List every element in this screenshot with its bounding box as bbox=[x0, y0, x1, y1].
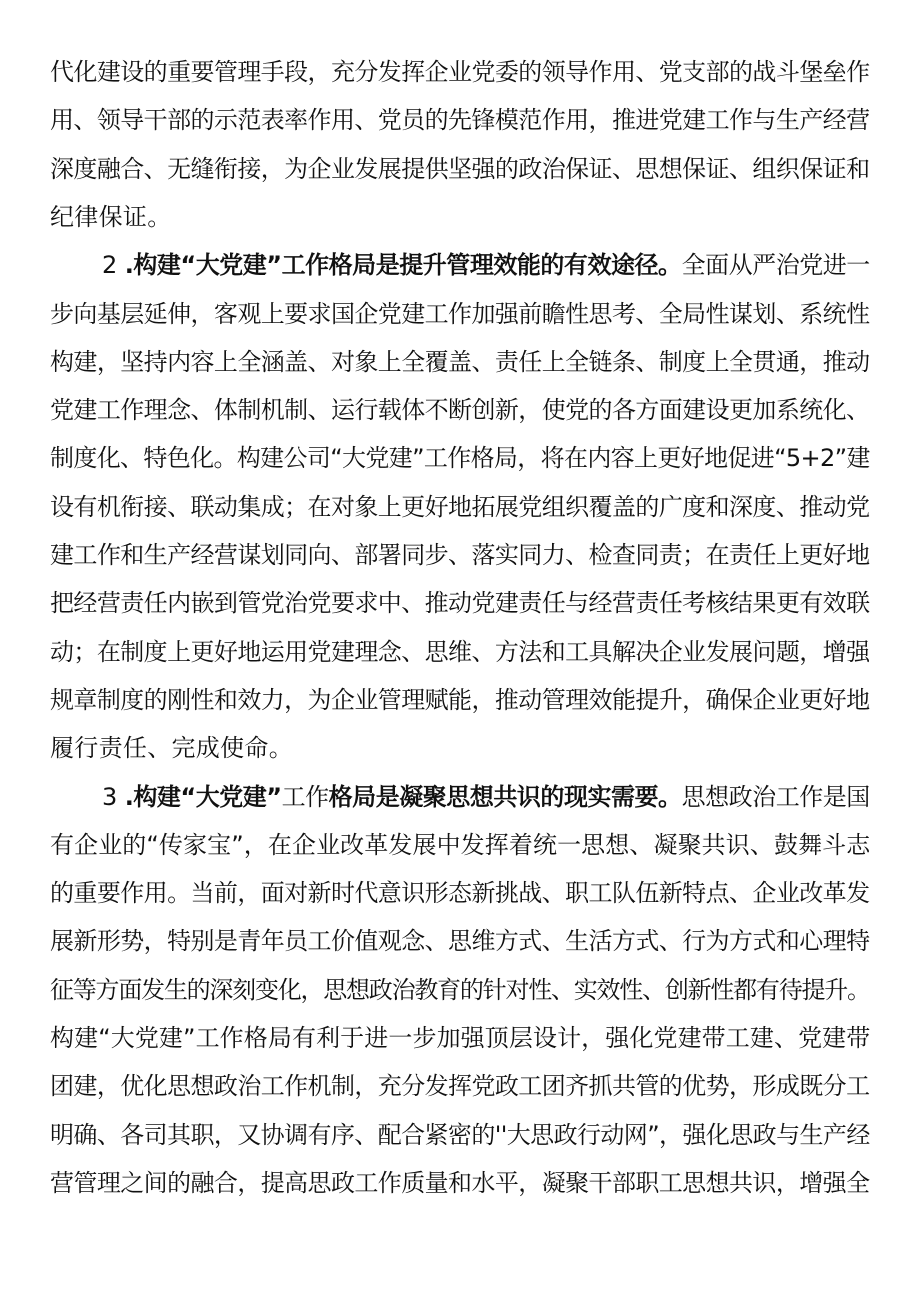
text-line bbox=[50, 1062, 870, 1110]
text-line bbox=[50, 531, 870, 579]
text-segment: 规章制度的刚性和效力，为企业管理赋能，推动管理效能提升，确保企业更好地 bbox=[50, 685, 870, 714]
text-segment: 构建“大党建”工作格局有利于进一步加强顶层设计，强化党建带工建、党建带 bbox=[50, 1024, 871, 1052]
text-line bbox=[50, 193, 172, 241]
text-segment: 深度融合、无缝衔接，为企业发展提供坚强的政治保证、思想保证、组织保证和 bbox=[50, 154, 870, 183]
bold-text-segment: .构建“大党建” bbox=[116, 782, 282, 811]
text-line bbox=[102, 773, 870, 821]
text-segment: 设有机衔接、联动集成；在对象上更好地拓展党组织覆盖的广度和深度、推动党 bbox=[50, 492, 870, 521]
text-segment: 建工作和生产经营谋划同向、部署同步、落实同力、检查同责；在责任上更好地 bbox=[50, 541, 870, 569]
text-line bbox=[50, 917, 870, 965]
text-segment: 制度化、特色化。构建公司“大党建”工作格局，将在内容上更好地促进“5+2”建 bbox=[50, 444, 870, 473]
text-line bbox=[50, 1159, 870, 1207]
text-segment: 步向基层延伸，客观上要求国企党建工作加强前瞻性思考、全局性谋划、系统性 bbox=[50, 299, 870, 328]
text-line bbox=[50, 676, 870, 724]
text-line bbox=[50, 579, 870, 627]
text-segment: 的重要作用。当前，面对新时代意识形态新挑战、职工队伍新特点、企业改革发 bbox=[50, 879, 870, 908]
text-segment: 团建，优化思想政治工作机制，充分发挥党政工团齐抓共管的优势，形成既分工 bbox=[50, 1072, 870, 1101]
text-segment: 2 bbox=[102, 251, 117, 280]
text-segment: 动；在制度上更好地运用党建理念、思维、方法和工具解决企业发展问题，增强 bbox=[50, 637, 870, 666]
text-line bbox=[50, 821, 870, 869]
text-line bbox=[50, 483, 870, 531]
text-line bbox=[50, 96, 870, 144]
text-line bbox=[50, 386, 870, 434]
text-segment: 用、领导干部的示范表率作用、党员的先锋模范作用，推进党建工作与生产经营 bbox=[50, 106, 870, 135]
text-line bbox=[50, 338, 870, 386]
text-segment: 工作 bbox=[281, 782, 329, 811]
text-line bbox=[50, 869, 870, 917]
text-line bbox=[50, 48, 870, 96]
text-segment: 明确、各司其职，又协调有序、配合紧密的''大思政行动网”，强化思政与生产经 bbox=[50, 1120, 870, 1149]
text-segment: 构建，坚持内容上全涵盖、对象上全覆盖、责任上全链条、制度上全贯通，推动 bbox=[50, 347, 870, 376]
text-segment: 党建工作理念、体制机制、运行载体不断创新，使党的各方面建设更加系统化、 bbox=[50, 396, 870, 425]
text-line bbox=[50, 145, 870, 193]
bold-text-segment: .构建“大党建”工作格局是提升管理效能的有效途径。 bbox=[116, 251, 682, 280]
bold-text-segment: 格局是凝聚思想共识的现实需要。 bbox=[328, 782, 682, 811]
text-segment: 展新形势，特别是青年员工价值观念、思维方式、生活方式、行为方式和心理特 bbox=[50, 927, 870, 956]
text-segment: 征等方面发生的深刻变化，思想政治教育的针对性、实效性、创新性都有待提升。 bbox=[50, 975, 870, 1004]
text-segment: 把经营责任内嵌到管党治党要求中、推动党建责任与经营责任考核结果更有效联 bbox=[50, 589, 870, 618]
text-line bbox=[50, 434, 870, 482]
text-segment: 履行责任、完成使命。 bbox=[50, 734, 293, 763]
text-segment: 3 bbox=[102, 782, 117, 811]
text-line bbox=[50, 966, 870, 1014]
text-segment: 代化建设的重要管理手段，充分发挥企业党委的领导作用、党支部的战斗堡垒作 bbox=[50, 58, 870, 86]
text-line bbox=[50, 724, 293, 772]
text-segment: 全面从严治党进一 bbox=[681, 251, 870, 280]
text-line bbox=[50, 628, 870, 676]
text-line bbox=[50, 1014, 870, 1062]
text-segment: 营管理之间的融合，提高思政工作质量和水平，凝聚干部职工思想共识，增强全 bbox=[50, 1168, 870, 1197]
text-line bbox=[50, 1111, 870, 1159]
text-line bbox=[50, 290, 870, 338]
text-segment: 有企业的“传家宝”，在企业改革发展中发挥着统一思想、凝聚共识、鼓舞斗志 bbox=[50, 830, 871, 859]
text-segment: 思想政治工作是国 bbox=[681, 782, 870, 811]
text-segment: 纪律保证。 bbox=[50, 202, 172, 231]
text-line bbox=[102, 241, 870, 289]
